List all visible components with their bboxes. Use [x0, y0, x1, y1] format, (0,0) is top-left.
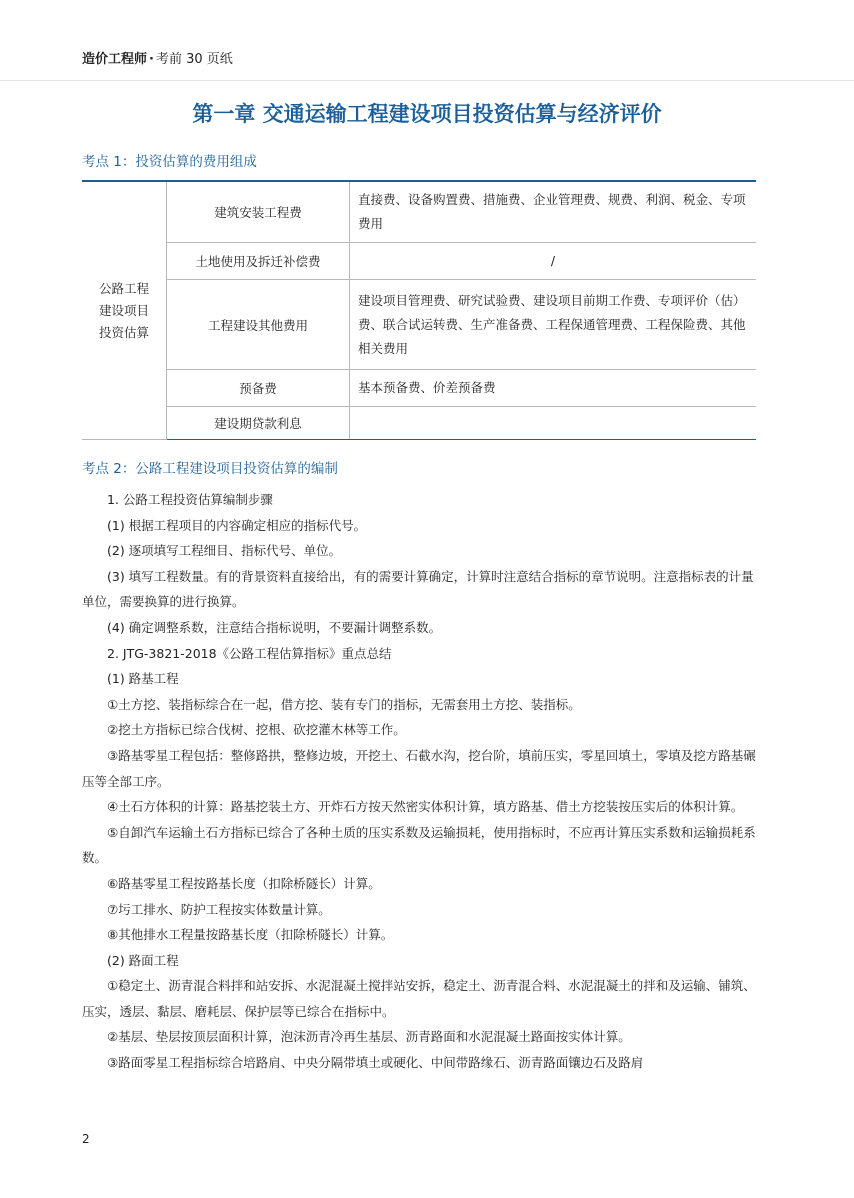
paragraph: (2) 路面工程: [107, 952, 179, 968]
group-label-line: 公路工程: [98, 280, 149, 296]
paragraph: 2. JTG-3821-2018《公路工程估算指标》重点总结: [107, 645, 392, 661]
table-row: [82, 243, 756, 280]
cost-detail-cell: 建设项目管理费、研究试验费、建设项目前期工作费、专项评价（估）费、联合试运转费、生产准备费、工程保通管理费、工程保险费、其他相关费用: [350, 280, 757, 370]
paragraph: (1) 路基工程: [107, 671, 179, 687]
group-label-line: 投资估算: [98, 324, 149, 340]
cost-detail-cell: 基本预备费、价差预备费: [350, 370, 757, 407]
cost-item-cell: 建筑安装工程费: [167, 181, 350, 243]
header-subtitle: 考前 30 页纸: [155, 52, 233, 67]
table-row: [82, 407, 756, 440]
section-heading-2: 考点 2：公路工程建设项目投资估算的编制: [82, 461, 338, 477]
running-header: [82, 48, 233, 67]
body-text: [82, 487, 756, 1076]
header-rule: [0, 80, 854, 81]
cost-item-cell: 土地使用及拆迁补偿费: [167, 243, 350, 280]
paragraph: ②挖土方指标已综合伐树、挖根、砍挖灌木林等工作。: [107, 722, 406, 738]
paragraph: ③路面零星工程指标综合培路肩、中央分隔带填土或硬化、中间带路缘石、沥青路面镶边石及路肩: [107, 1055, 644, 1071]
group-label-cell: [82, 181, 167, 440]
cost-item-cell: 预备费: [167, 370, 350, 407]
paragraph: ③路基零星工程包括：整修路拱，整修边坡，开挖土、石截水沟，挖台阶，填前压实，零星回填土，零填及挖方路基碾压等全部工序。: [82, 747, 756, 789]
cost-item-cell: 建设期贷款利息: [167, 407, 350, 440]
section-heading-1: 考点 1：投资估算的费用组成: [82, 154, 257, 170]
table-row: [82, 370, 756, 407]
paragraph: (4) 确定调整系数，注意结合指标说明，不要漏计调整系数。: [107, 619, 442, 635]
paragraph: ⑤自卸汽车运输土石方指标已综合了各种土质的压实系数及运输损耗，使用指标时，不应再计算压实系数和运输损耗系数。: [82, 824, 756, 866]
cost-detail-cell: [350, 407, 757, 440]
header-separator: ·: [149, 52, 154, 67]
paragraph: (1) 根据工程项目的内容确定相应的指标代号。: [107, 517, 367, 533]
table-row: [82, 280, 756, 370]
paragraph: ①土方挖、装指标综合在一起，借方挖、装有专门的指标，无需套用土方挖、装指标。: [107, 696, 581, 712]
group-label-line: 建设项目: [98, 302, 149, 318]
cost-item-cell: 工程建设其他费用: [167, 280, 350, 370]
paragraph: ②基层、垫层按顶层面积计算，泡沫沥青冷再生基层、沥青路面和水泥混凝土路面按实体计算。: [107, 1029, 631, 1045]
page-number: 2: [82, 1132, 90, 1146]
chapter-title: 第一章 交通运输工程建设项目投资估算与经济评价: [192, 101, 662, 126]
paragraph: ⑥路基零星工程按路基长度（扣除桥隧长）计算。: [107, 875, 381, 891]
paragraph: ⑦圬工排水、防护工程按实体数量计算。: [107, 901, 331, 917]
table-row: [82, 181, 756, 243]
paragraph: (2) 逐项填写工程细目、指标代号、单位。: [107, 543, 342, 559]
paragraph: 1. 公路工程投资估算编制步骤: [107, 492, 273, 507]
cost-detail-cell: /: [350, 243, 757, 280]
header-brand: 造价工程师: [82, 52, 148, 67]
paragraph: ①稳定土、沥青混合料拌和站安拆、水泥混凝土搅拌站安拆，稳定土、沥青混合料、水泥混凝土的拌和及运输、铺筑、压实，透层、黏层、磨耗层、保护层等已综合在指标中。: [82, 978, 756, 1019]
paragraph: (3) 填写工程数量。有的背景资料直接给出，有的需要计算确定，计算时注意结合指标的章节说明。注意指标表的计量单位，需要换算的进行换算。: [82, 568, 754, 610]
cost-composition-table: [82, 180, 756, 440]
cost-detail-cell: 直接费、设备购置费、措施费、企业管理费、规费、利润、税金、专项费用: [350, 181, 757, 243]
paragraph: ⑧其他排水工程量按路基长度（扣除桥隧长）计算。: [107, 927, 394, 943]
paragraph: ④土石方体积的计算：路基挖装土方、开炸石方按天然密实体积计算，填方路基、借土方挖装按压实后的体积计算。: [107, 799, 744, 815]
